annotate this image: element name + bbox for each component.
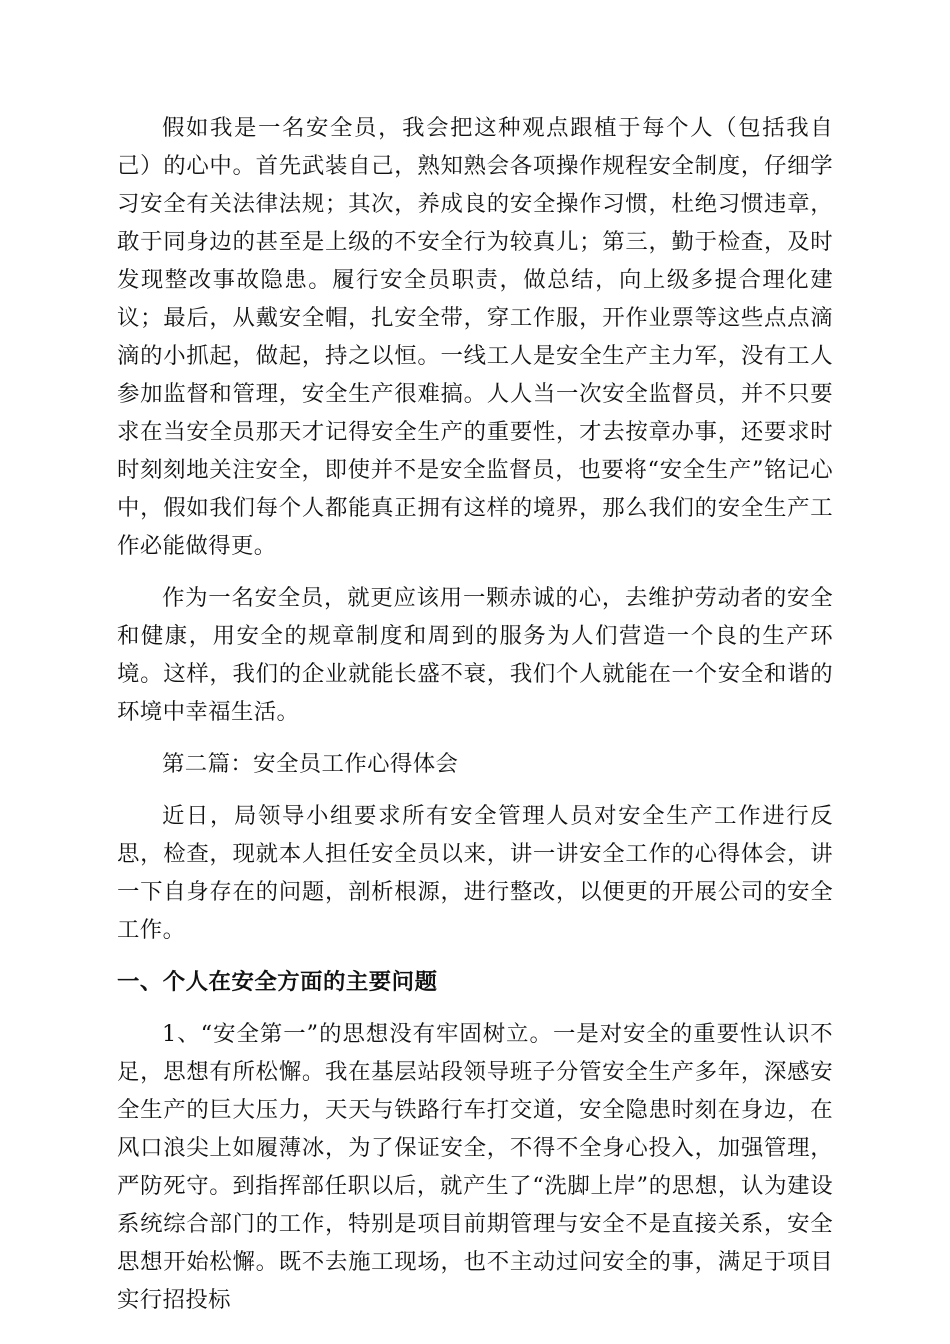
section-title-part-two: 第二篇：安全员工作心得体会	[162, 751, 459, 777]
document-body	[117, 109, 833, 1319]
paragraph-3: 近日，局领导小组要求所有安全管理人员对安全生产工作进行反思，检查，现就本人担任安全员以来，讲一讲安全工作的心得体会，讲一下自身存在的问题，剖析根源，进行整改，以便更的开展公司的安全工作。	[117, 803, 833, 943]
paragraph-1: 假如我是一名安全员，我会把这种观点跟植于每个人（包括我自己）的心中。首先武装自己，熟知熟会各项操作规程安全制度，仔细学习安全有关法律法规；其次，养成良的安全操作习惯，杜绝习惯违章，敢于同身边的甚至是上级的不安全行为较真儿；第三，勤于检查，及时发现整改事故隐患。履行安全员职责，做总结，向上级多提合理化建议；最后，从戴安全帽，扎安全带，穿工作服，开作业票等这些点点滴滴的小抓起，做起，持之以恒。一线工人是安全生产主力军，没有工人参加监督和管理，安全生产很难搞。人人当一次安全监督员，并不只要求在当安全员那天才记得安全生产的重要性，才去按章办事，还要求时时刻刻地关注安全，即使并不是安全监督员，也要将“安全生产”铭记心中，假如我们每个人都能真正拥有这样的境界，那么我们的安全生产工作必能做得更。	[117, 115, 833, 559]
heading-main-problems: 一、个人在安全方面的主要问题	[117, 969, 438, 995]
paragraph-4: 1、“安全第一”的思想没有牢固树立。一是对安全的重要性认识不足，思想有所松懈。我在基层站段领导班子分管安全生产多年，深感安全生产的巨大压力，天天与铁路行车打交道，安全隐患时刻在身边，在风口浪尖上如履薄冰，为了保证安全，不得不全身心投入，加强管理，严防死守。到指挥部任职以后，就产生了“洗脚上岸”的思想，认为建设系统综合部门的工作，特别是项目前期管理与安全不是直接关系，安全思想开始松懈。既不去施工现场，也不主动过问安全的事，满足于项目实行招投标	[117, 1021, 833, 1313]
paragraph-2: 作为一名安全员，就更应该用一颗赤诚的心，去维护劳动者的安全和健康，用安全的规章制度和周到的服务为人们营造一个良的生产环境。这样，我们的企业就能长盛不衰，我们个人就能在一个安全和谐的环境中幸福生活。	[117, 585, 833, 725]
